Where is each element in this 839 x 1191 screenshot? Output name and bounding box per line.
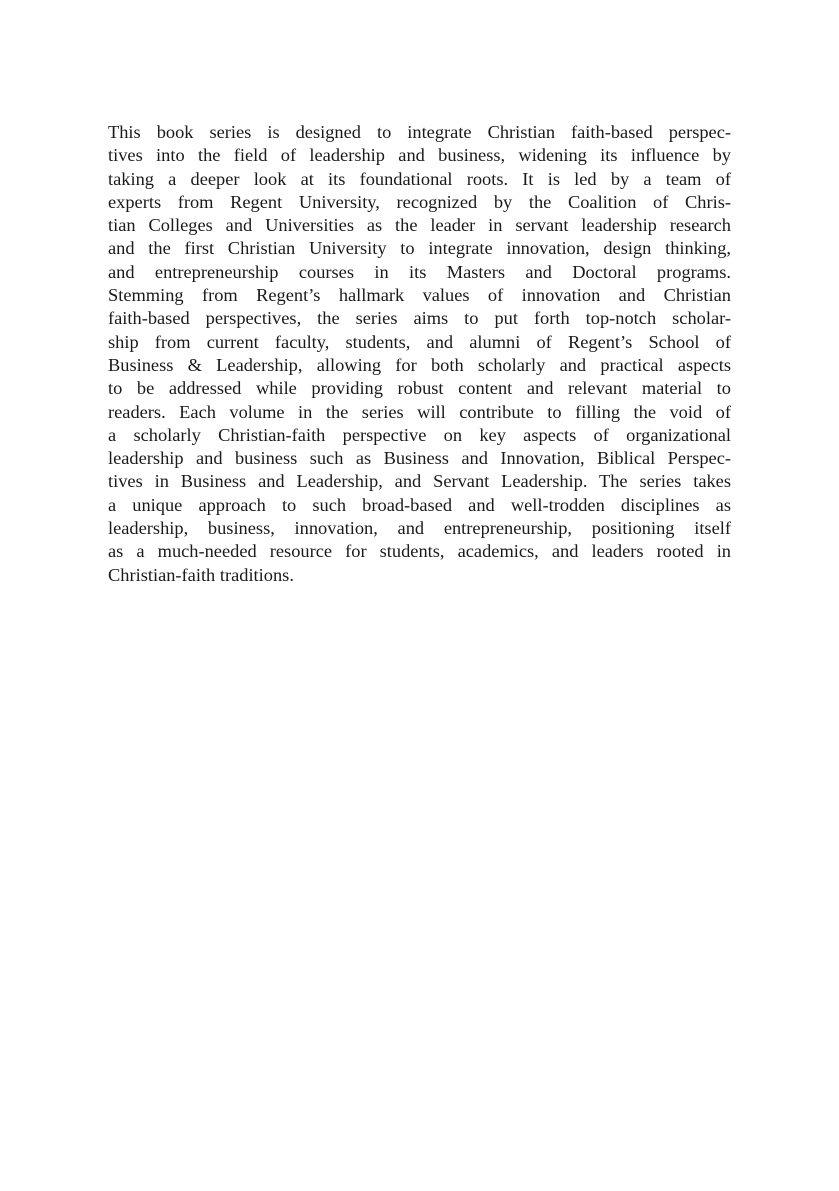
paragraph-line: faith-based perspectives, the series aims to put forth top-notch scholar- [108, 308, 731, 329]
paragraph-line: Stemming from Regent’s hallmark values of innovation and Christian [108, 285, 731, 306]
paragraph-line: tian Colleges and Universities as the leader in servant leadership research [108, 215, 731, 236]
paragraph-line: and entrepreneurship courses in its Masters and Doctoral programs. [108, 261, 731, 282]
paragraph-line: tives in Business and Leadership, and Servant Leadership. The series takes [108, 471, 731, 492]
paragraph-line: This book series is designed to integrate Christian faith-based perspec- [108, 122, 731, 142]
paragraph-line: a scholarly Christian-faith perspective on key aspects of organizational [108, 424, 731, 445]
paragraph-line: experts from Regent University, recognized by the Coalition of Chris- [108, 191, 731, 212]
paragraph-line: to be addressed while providing robust content and relevant material to [108, 378, 731, 399]
paragraph-line: ship from current faculty, students, and alumni of Regent’s School of [108, 331, 731, 352]
paragraph-line: a unique approach to such broad-based and well-trodden disciplines as [108, 494, 731, 515]
paragraph-line: tives into the field of leadership and business, widening its influence by [108, 145, 731, 166]
paragraph-line: taking a deeper look at its foundational roots. It is led by a team of [108, 168, 731, 189]
paragraph-line: Christian-faith traditions. [108, 564, 294, 585]
paragraph-line: and the first Christian University to integrate innovation, design thinking, [108, 238, 731, 259]
series-description-paragraph [108, 121, 731, 587]
paragraph-line: Business & Leadership, allowing for both scholarly and practical aspects [108, 354, 731, 375]
paragraph-line: leadership and business such as Business and Innovation, Biblical Perspec- [108, 448, 731, 469]
paragraph-line: leadership, business, innovation, and entrepreneurship, positioning itself [108, 518, 731, 539]
paragraph-line: as a much-needed resource for students, academics, and leaders rooted in [108, 541, 731, 562]
paragraph-line: readers. Each volume in the series will contribute to filling the void of [108, 401, 731, 422]
